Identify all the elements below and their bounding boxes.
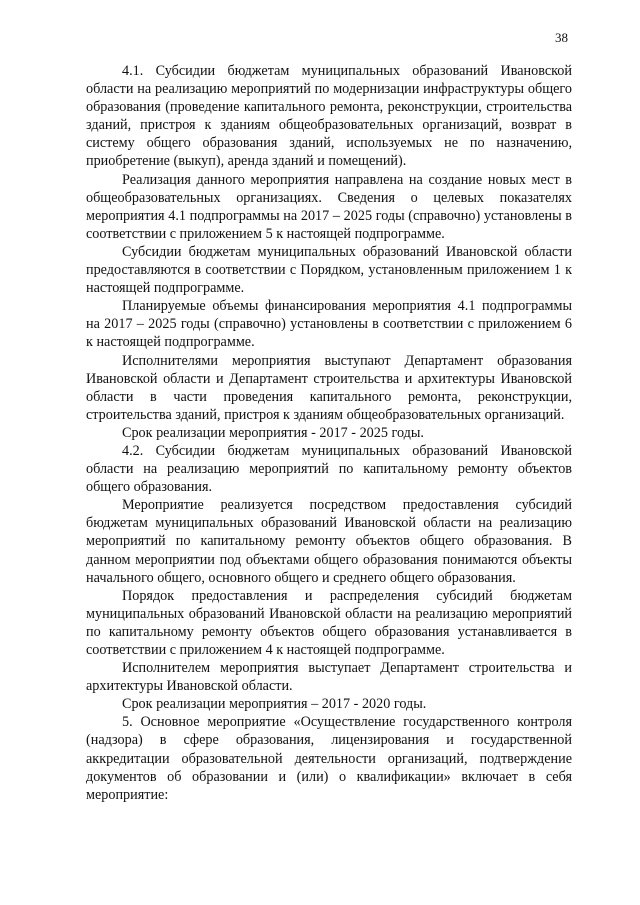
paragraph-measure-4-1-term: Срок реализации мероприятия - 2017 - 2025 годы. xyxy=(122,424,424,441)
paragraph-measure-4-1-financing: Планируемые объемы финансирования мероприятия 4.1 подпрограммы на 2017 – 2025 годы (справочно) установлены в соответствии с приложением 6 к настоящей подпрограмме. xyxy=(86,298,572,351)
paragraph-measure-4-2-executor: Исполнителем мероприятия выступает Департамент строительства и архитектуры Ивановской области. xyxy=(86,660,572,695)
paragraph-measure-4-1-executors: Исполнителями мероприятия выступают Департамент образования Ивановской области и Департамент строительства и архитектуры Ивановской области в части проведения капитального ремонта, реконструкции, строительства зданий, пристроя к зданиям общеобразовательных организаций. xyxy=(86,352,572,423)
paragraph-main-measure-5: 5. Основное мероприятие «Осуществление государственного контроля (надзора) в сфере образования, лицензирования и государственной аккредитации образовательной деятельности организаций, подтверждение документов об образовании и (или) о квалификации» включает в себя мероприятие: xyxy=(86,714,572,803)
document-body xyxy=(86,62,572,804)
page-number: 38 xyxy=(555,30,568,45)
paragraph-measure-4-1-purpose: Реализация данного мероприятия направлена на создание новых мест в общеобразовательных организациях. Сведения о целевых показателях мероприятия 4.1 подпрограммы на 2017 – 2025 годы (справочно) установлены в соответствии с приложением 5 к настоящей подпрограмме. xyxy=(86,171,572,242)
paragraph-measure-4-2-term: Срок реализации мероприятия – 2017 - 2020 годы. xyxy=(122,696,427,713)
paragraph-measure-4-2-procedure: Порядок предоставления и распределения субсидий бюджетам муниципальных образований Ивановской области на реализацию мероприятий по капитальному ремонту объектов общего образования устанавливается в соответствии с приложением 4 к настоящей подпрограмме. xyxy=(86,587,572,658)
paragraph-measure-4-1-title: 4.1. Субсидии бюджетам муниципальных образований Ивановской области на реализацию мероприятий по модернизации инфраструктуры общего образования (проведение капитального ремонта, реконструкции, строительства зданий, пристроя к зданиям общеобразовательных организаций, возврат в систему общего образования зданий, используемых не по назначению, приобретение (выкуп), аренда зданий и помещений). xyxy=(86,63,572,170)
paragraph-measure-4-1-subsidies: Субсидии бюджетам муниципальных образований Ивановской области предоставляются в соответствии с Порядком, установленным приложением 1 к настоящей подпрограмме. xyxy=(86,243,572,297)
paragraph-measure-4-2-description: Мероприятие реализуется посредством предоставления субсидий бюджетам муниципальных образований Ивановской области на реализацию мероприятий по капитальному ремонту объектов общего образования. В данном мероприятии под объектами общего образования понимаются объекты начального общего, основного общего и среднего общего образования. xyxy=(86,497,572,586)
paragraph-measure-4-2-title: 4.2. Субсидии бюджетам муниципальных образований Ивановской области на реализацию мероприятий по капитальному ремонту объектов общего образования. xyxy=(86,442,572,496)
